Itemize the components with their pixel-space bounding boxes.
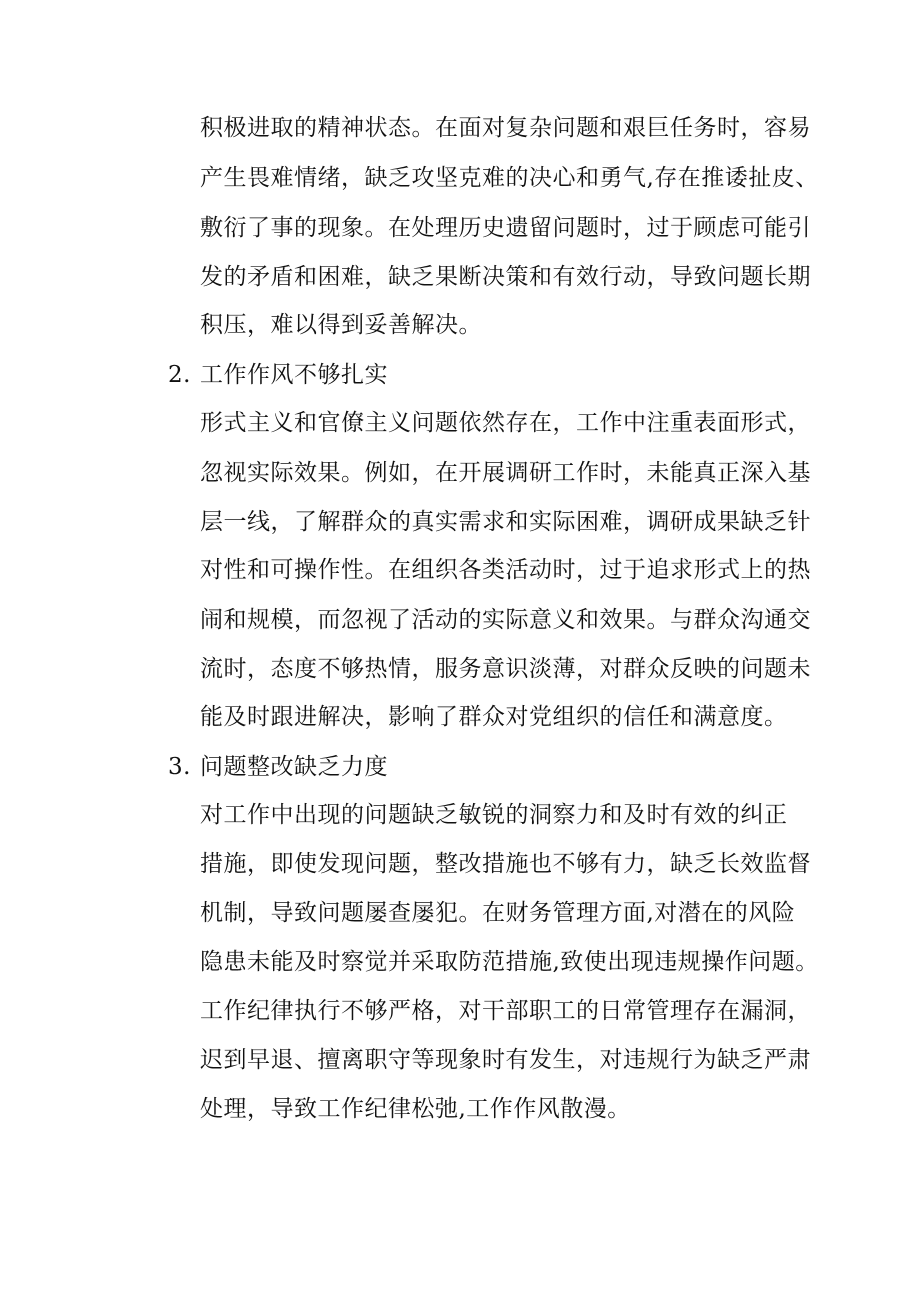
paragraph-line: 处理，导致工作纪律松弛,工作作风散漫。 bbox=[200, 1096, 631, 1122]
paragraph-line: 隐患未能及时察觉并采取防范措施,致使出现违规操作问题。 bbox=[200, 949, 819, 975]
section-title: 问题整改缺乏力度 bbox=[200, 754, 388, 780]
section-number: 2. bbox=[168, 362, 191, 388]
paragraph-line: 机制，导致问题屡查屡犯。在财务管理方面,对潜在的风险 bbox=[200, 900, 796, 926]
paragraph-line: 对工作中出现的问题缺乏敏锐的洞察力和及时有效的纠正 bbox=[200, 802, 788, 828]
paragraph-line: 工作纪律执行不够严格，对干部职工的日常管理存在漏洞， bbox=[200, 998, 811, 1024]
paragraph-line: 措施，即使发现问题，整改措施也不够有力，缺乏长效监督 bbox=[200, 851, 811, 877]
paragraph-line: 迟到早退、擅离职守等现象时有发生，对违规行为缺乏严肃 bbox=[200, 1047, 811, 1073]
paragraph-line: 积极进取的精神状态。在面对复杂问题和艰巨任务时，容易 bbox=[200, 115, 811, 141]
paragraph-line: 能及时跟进解决，影响了群众对党组织的信任和满意度。 bbox=[200, 704, 788, 730]
paragraph-line: 忽视实际效果。例如，在开展调研工作时，未能真正深入基 bbox=[200, 460, 811, 486]
paragraph-line: 形式主义和官僚主义问题依然存在，工作中注重表面形式， bbox=[200, 410, 811, 436]
paragraph-line: 闹和规模，而忽视了活动的实际意义和效果。与群众沟通交 bbox=[200, 607, 811, 633]
section-heading bbox=[168, 360, 388, 390]
paragraph-line: 积压，难以得到妥善解决。 bbox=[200, 312, 482, 338]
paragraph-line: 产生畏难情绪，缺乏攻坚克难的决心和勇气,存在推诿扯皮、 bbox=[200, 165, 819, 191]
paragraph-line: 发的矛盾和困难，缺乏果断决策和有效行动，导致问题长期 bbox=[200, 264, 811, 290]
paragraph-line: 对性和可操作性。在组织各类活动时，过于追求形式上的热 bbox=[200, 557, 811, 583]
paragraph-line: 敷衍了事的现象。在处理历史遗留问题时，过于顾虑可能引 bbox=[200, 215, 811, 241]
section-heading bbox=[168, 752, 388, 782]
section-title: 工作作风不够扎实 bbox=[200, 362, 388, 388]
paragraph-line: 流时，态度不够热情，服务意识淡薄，对群众反映的问题未 bbox=[200, 656, 811, 682]
paragraph-line: 层一线，了解群众的真实需求和实际困难，调研成果缺乏针 bbox=[200, 509, 811, 535]
section-number: 3. bbox=[168, 754, 191, 780]
